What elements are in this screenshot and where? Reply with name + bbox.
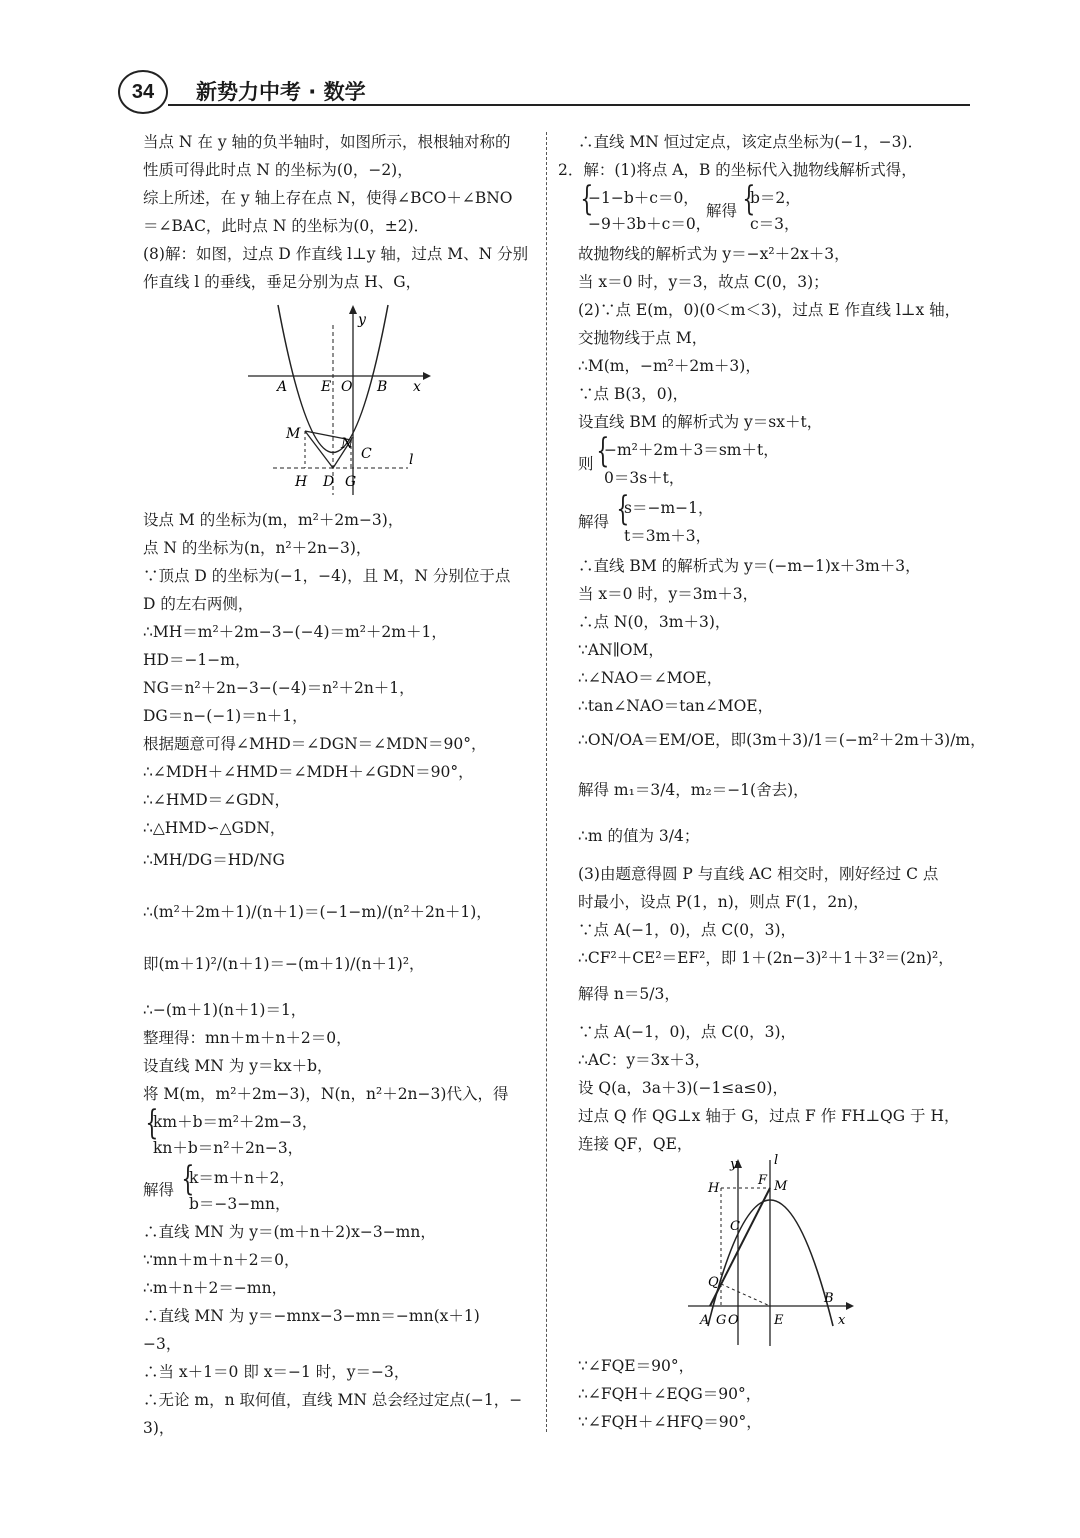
text-line: ∴直线 MN 为 y＝(m＋n＋2)x−3−mn， bbox=[143, 1223, 436, 1241]
text-line: −m²＋2m＋3＝sm＋t， bbox=[604, 441, 779, 459]
label-x: x bbox=[413, 379, 421, 395]
text-line: −1−b＋c＝0， bbox=[588, 189, 699, 207]
figure-parabola-1 bbox=[243, 300, 433, 500]
text-line: 设直线 MN 为 y＝kx＋b， bbox=[143, 1057, 333, 1075]
text-line: 根据题意可得∠MHD＝∠DGN＝∠MDN＝90°， bbox=[143, 735, 487, 753]
header-rule bbox=[168, 104, 970, 106]
text-line: 设 Q(a，3a＋3)(−1≤a≤0)， bbox=[578, 1079, 788, 1097]
text-line: (2)∵点 E(m，0)(0＜m＜3)，过点 E 作直线 l⊥x 轴， bbox=[578, 301, 961, 319]
text-line: ∴ON/OA＝EM/OE，即(3m＋3)/1＝(−m²＋2m＋3)/m， bbox=[578, 731, 986, 749]
label-O: O bbox=[728, 1313, 739, 1328]
text-line: 2．解：(1)将点 A，B 的坐标代入抛物线解析式得， bbox=[558, 161, 917, 179]
text-line: 则 bbox=[578, 455, 594, 473]
text-line: ∴MH/DG＝HD/NG bbox=[143, 851, 285, 869]
text-line: t＝3m＋3， bbox=[624, 527, 712, 545]
text-line: 性质可得此时点 N 的坐标为(0，−2)， bbox=[143, 161, 413, 179]
text-line: 连接 QF，QE， bbox=[578, 1135, 693, 1153]
text-line: 时最小，设点 P(1，n)，则点 F(1，2n)， bbox=[578, 893, 869, 911]
text-line: 0＝3s＋t， bbox=[604, 469, 685, 487]
label-N: N bbox=[341, 436, 354, 452]
text-line: ∴△HMD∽△GDN， bbox=[143, 819, 286, 837]
label-B: B bbox=[824, 1291, 834, 1306]
text-line: ∵∠FQE＝90°， bbox=[578, 1357, 695, 1375]
brace: { bbox=[145, 1103, 159, 1143]
brace: { bbox=[742, 179, 756, 219]
text-line: 过点 Q 作 QG⊥x 轴于 G，过点 F 作 FH⊥QG 于 H， bbox=[578, 1107, 960, 1125]
label-F: F bbox=[758, 1173, 768, 1188]
text-line: 交抛物线于点 M， bbox=[578, 329, 708, 347]
text-line: ∴∠MDH＋∠HMD＝∠MDH＋∠GDN＝90°， bbox=[143, 763, 474, 781]
label-y: y bbox=[730, 1157, 738, 1172]
page-title: 新势力中考 · 数学 bbox=[196, 80, 366, 104]
label-y: y bbox=[358, 312, 366, 328]
text-line: ∵点 A(−1，0)，点 C(0，3)， bbox=[578, 921, 797, 939]
figure-parabola-2 bbox=[688, 1150, 858, 1350]
label-C: C bbox=[361, 446, 372, 462]
text-line: ∴直线 MN 恒过定点，该定点坐标为(−1，−3)． bbox=[578, 133, 924, 151]
text-line: s＝−m−1， bbox=[624, 499, 714, 517]
label-G: G bbox=[716, 1313, 727, 1328]
text-line: 作直线 l 的垂线，垂足分别为点 H、G， bbox=[143, 273, 422, 291]
label-A: A bbox=[277, 379, 288, 395]
text-line: ∴∠FQH＋∠EQG＝90°， bbox=[578, 1385, 762, 1403]
text-line: 解得 bbox=[578, 513, 610, 531]
text-line: b＝2， bbox=[750, 189, 801, 207]
text-line: ∵∠FQH＋∠HFQ＝90°， bbox=[578, 1413, 762, 1431]
text-line: ∴当 x＋1＝0 即 x＝−1 时，y＝−3， bbox=[143, 1363, 410, 1381]
text-line: ∴直线 BM 的解析式为 y＝(−m−1)x＋3m＋3， bbox=[578, 557, 921, 575]
text-line: 点 N 的坐标为(n，n²＋2n−3)， bbox=[143, 539, 372, 557]
text-line: km＋b＝m²＋2m−3， bbox=[153, 1113, 318, 1131]
label-B: B bbox=[377, 379, 388, 395]
text-line: 解得 bbox=[706, 202, 738, 220]
text-line: ∴M(m，−m²＋2m＋3)， bbox=[578, 357, 761, 375]
text-line: ∵点 A(−1，0)，点 C(0，3)， bbox=[578, 1023, 797, 1041]
text-line: ∴AC：y＝3x＋3， bbox=[578, 1051, 711, 1069]
brace: { bbox=[616, 489, 630, 529]
label-l: l bbox=[409, 452, 414, 468]
y-axis-arrow bbox=[349, 305, 357, 314]
label-D: D bbox=[323, 474, 335, 490]
text-line: ∴∠HMD＝∠GDN， bbox=[143, 791, 291, 809]
line-AC bbox=[710, 1188, 770, 1306]
text-line: ∴∠NAO＝∠MOE， bbox=[578, 669, 723, 687]
page-number: 34 bbox=[131, 80, 155, 103]
text-line: (8)解：如图，过点 D 作直线 l⊥y 轴，过点 M、N 分别 bbox=[143, 245, 529, 263]
text-line: 设直线 BM 的解析式为 y＝sx＋t， bbox=[578, 413, 823, 431]
text-line: k＝m＋n＋2， bbox=[189, 1169, 295, 1187]
text-line: 即(m＋1)²/(n＋1)＝−(m＋1)/(n＋1)²， bbox=[143, 955, 425, 973]
label-A: A bbox=[700, 1313, 710, 1328]
text-line: ＝∠BAC，此时点 N 的坐标为(0，±2)． bbox=[143, 217, 430, 235]
text-line: NG＝n²＋2n−3−(−4)＝n²＋2n＋1， bbox=[143, 679, 415, 697]
label-Q: Q bbox=[708, 1275, 719, 1290]
text-line: ∴MH＝m²＋2m−3−(−4)＝m²＋2m＋1， bbox=[143, 623, 447, 641]
text-line: b＝−3−mn， bbox=[189, 1195, 291, 1213]
text-line: 3)， bbox=[143, 1419, 175, 1437]
text-line: ∴直线 MN 为 y＝−mnx−3−mn＝−mn(x＋1) bbox=[143, 1307, 480, 1325]
text-line: 整理得：mn＋m＋n＋2＝0， bbox=[143, 1029, 352, 1047]
label-H: H bbox=[295, 474, 308, 490]
page-number-badge bbox=[118, 70, 168, 114]
text-line: ∴−(m＋1)(n＋1)＝1， bbox=[143, 1001, 307, 1019]
brace: { bbox=[596, 431, 610, 471]
label-E: E bbox=[774, 1313, 784, 1328]
text-line: (3)由题意得圆 P 与直线 AC 相交时，刚好经过 C 点 bbox=[578, 865, 939, 883]
x-axis-arrow bbox=[846, 1302, 854, 1310]
text-line: −9＋3b＋c＝0， bbox=[588, 215, 712, 233]
segment-QE bbox=[721, 1284, 770, 1306]
text-line: ∴m＋n＋2＝−mn， bbox=[143, 1279, 288, 1297]
text-line: ∵mn＋m＋n＋2＝0， bbox=[143, 1251, 300, 1269]
text-line: ∴CF²＋CE²＝EF²，即 1＋(2n−3)²＋1＋3²＝(2n)²， bbox=[578, 949, 954, 967]
text-line: 设点 M 的坐标为(m，m²＋2m−3)， bbox=[143, 511, 404, 529]
text-line: ∴点 N(0，3m＋3)， bbox=[578, 613, 731, 631]
text-line: c＝3， bbox=[750, 215, 800, 233]
text-line: kn＋b＝n²＋2n−3， bbox=[153, 1139, 304, 1157]
text-line: 当 x＝0 时，y＝3m＋3， bbox=[578, 585, 759, 603]
text-line: −3， bbox=[143, 1335, 182, 1353]
label-x: x bbox=[838, 1313, 846, 1328]
label-O: O bbox=[341, 379, 353, 395]
text-line: ∴(m²＋2m＋1)/(n＋1)＝(−1−m)/(n²＋2n＋1)， bbox=[143, 903, 492, 921]
brace: { bbox=[580, 179, 594, 219]
brace: { bbox=[181, 1159, 195, 1199]
text-line: 当 x＝0 时，y＝3，故点 C(0，3)； bbox=[578, 273, 829, 291]
text-line: ∵AN∥OM， bbox=[578, 641, 664, 659]
text-line: 解得 bbox=[143, 1181, 175, 1199]
x-axis-arrow bbox=[423, 372, 431, 380]
text-line: ∴tan∠NAO＝tan∠MOE， bbox=[578, 697, 774, 715]
label-G: G bbox=[345, 474, 357, 490]
text-line: 当点 N 在 y 轴的负半轴时，如图所示，根根轴对称的 bbox=[143, 133, 511, 151]
text-line: 解得 n＝5/3， bbox=[578, 985, 680, 1003]
text-line: D 的左右两侧， bbox=[143, 595, 254, 613]
segment-MD bbox=[305, 431, 333, 468]
text-line: ∵顶点 D 的坐标为(−1，−4)，且 M，N 分别位于点 bbox=[143, 567, 511, 585]
text-line: ∵点 B(3，0)， bbox=[578, 385, 689, 403]
column-divider bbox=[546, 132, 547, 1432]
text-line: DG＝n−(−1)＝n＋1， bbox=[143, 707, 308, 725]
text-line: 将 M(m，m²＋2m−3)，N(n，n²＋2n−3)代入，得 bbox=[143, 1085, 509, 1103]
label-E: E bbox=[321, 379, 332, 395]
label-M: M bbox=[286, 426, 301, 442]
label-C: C bbox=[730, 1219, 740, 1234]
text-line: 解得 m₁＝3/4，m₂＝−1(舍去)， bbox=[578, 781, 809, 799]
text-line: ∴m 的值为 3/4； bbox=[578, 827, 700, 845]
text-line: 故抛物线的解析式为 y＝−x²＋2x＋3， bbox=[578, 245, 850, 263]
label-M: M bbox=[774, 1179, 788, 1194]
label-H: H bbox=[708, 1181, 720, 1196]
text-line: HD＝−1−m， bbox=[143, 651, 251, 669]
text-line: 综上所述，在 y 轴上存在点 N，使得∠BCO＋∠BNO bbox=[143, 189, 513, 207]
label-l: l bbox=[774, 1153, 779, 1168]
text-line: ∴无论 m，n 取何值，直线 MN 总会经过定点(−1，− bbox=[143, 1391, 523, 1409]
